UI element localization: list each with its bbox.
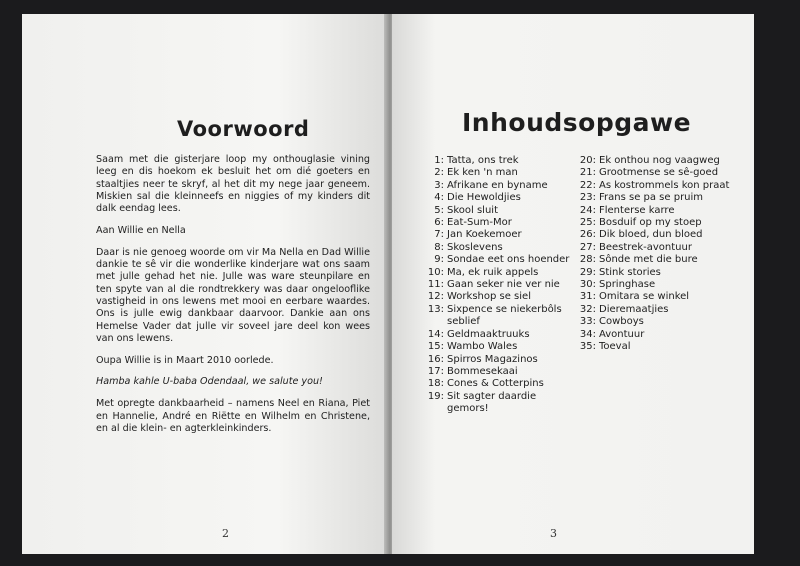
toc-entry — [420, 366, 570, 378]
toc-number: 14: — [427, 328, 444, 340]
toc-title: Toeval — [599, 341, 631, 353]
toc-title: Afrikane en byname — [447, 179, 548, 191]
toc-entry — [420, 341, 570, 353]
toc-entry — [572, 180, 742, 192]
toc-title: Skoslevens — [447, 241, 503, 253]
paragraph: Oupa Willie is in Maart 2010 oorlede. — [96, 354, 274, 366]
toc-number: 2: — [434, 167, 444, 179]
toc-title: Eat-Sum-Mor — [447, 217, 512, 229]
toc-entry — [572, 192, 742, 204]
toc-number: 23: — [579, 192, 596, 204]
toc-title: Jan Koekemoer — [447, 229, 522, 241]
toc-number: 7: — [434, 229, 444, 241]
toc-number: 9: — [434, 254, 444, 266]
toc-title: Sit sagter daardie gemors! — [447, 390, 537, 415]
toc-entry — [420, 217, 570, 229]
foreword-text — [96, 154, 370, 445]
toc-entry — [420, 267, 570, 279]
toc-number: 10: — [427, 266, 444, 278]
toc-entry — [420, 304, 570, 329]
toc-title: Bommesekaai — [447, 365, 518, 377]
toc-title: Sixpence se niekerbôls seblief — [447, 303, 562, 328]
toc-title: Ma, ek ruik appels — [447, 266, 539, 278]
toc-title: Tatta, ons trek — [447, 155, 519, 166]
toc-entry — [572, 242, 742, 254]
page-number: 3 — [550, 527, 557, 540]
toc-number: 31: — [579, 291, 596, 303]
toc-entry — [420, 378, 570, 390]
toc-number: 26: — [579, 229, 596, 241]
toc-entry — [420, 291, 570, 303]
toc-entry — [420, 155, 570, 167]
toc-entry — [420, 205, 570, 217]
toc-number: 32: — [579, 303, 596, 315]
toc-title: Skool sluit — [447, 204, 499, 216]
toc-title: Sônde met die bure — [599, 254, 698, 266]
toc-title: Dieremaatjies — [599, 303, 669, 315]
toc-number: 27: — [579, 241, 596, 253]
toc-number: 5: — [434, 204, 444, 216]
toc-title: Ek onthou nog vaagweg — [599, 155, 720, 166]
toc-entry — [572, 329, 742, 341]
toc-number: 24: — [579, 204, 596, 216]
toc-entry — [572, 254, 742, 266]
toc-entry — [572, 341, 742, 353]
toc-title: Dik bloed, dun bloed — [599, 229, 703, 241]
toc-entry — [420, 167, 570, 179]
toc-title: Grootmense se sê-goed — [599, 167, 719, 179]
toc-title: Ek ken 'n man — [447, 167, 518, 179]
toc-number: 20: — [579, 155, 596, 166]
right-page — [392, 14, 754, 554]
toc-number: 34: — [579, 328, 596, 340]
toc-entry — [572, 229, 742, 241]
toc-title: Springhase — [599, 279, 656, 291]
toc-number: 4: — [434, 192, 444, 204]
paragraph: Aan Willie en Nella — [96, 224, 186, 236]
page-title: Voorwoord — [177, 117, 310, 141]
toc-title: Bosduif op my stoep — [599, 217, 702, 229]
toc-number: 29: — [579, 266, 596, 278]
toc-number: 15: — [427, 341, 444, 353]
left-page — [22, 14, 387, 554]
toc-number: 28: — [579, 254, 596, 266]
toc-entry — [572, 205, 742, 217]
toc-entry — [420, 242, 570, 254]
toc-title: Omitara se winkel — [599, 291, 690, 303]
toc-title: Beestrek-avontuur — [599, 241, 692, 253]
toc-number: 33: — [579, 316, 596, 328]
toc-entry — [420, 229, 570, 241]
paragraph: Hamba kahle U-baba Odendaal, we salute you! — [96, 376, 323, 388]
toc-title: Geldmaaktruuks — [447, 328, 530, 340]
toc-number: 17: — [427, 365, 444, 377]
toc-column-2 — [572, 155, 742, 354]
toc-number: 1: — [434, 155, 444, 166]
toc-number: 19: — [427, 390, 444, 402]
page-title: Inhoudsopgawe — [462, 108, 692, 137]
toc-number: 18: — [427, 378, 444, 390]
toc-entry — [420, 254, 570, 266]
toc-title: Cones & Cotterpins — [447, 378, 544, 390]
toc-entry — [572, 291, 742, 303]
toc-title: Die Hewoldjies — [447, 192, 521, 204]
toc-title: Workshop se siel — [447, 291, 531, 303]
toc-entry — [572, 304, 742, 316]
toc-number: 8: — [434, 241, 444, 253]
toc-entry — [420, 391, 570, 416]
toc-entry — [420, 354, 570, 366]
toc-number: 6: — [434, 217, 444, 229]
toc-entry — [572, 267, 742, 279]
toc-entry — [420, 180, 570, 192]
page-number: 2 — [222, 527, 229, 540]
toc-number: 16: — [427, 353, 444, 365]
toc-entry — [420, 279, 570, 291]
toc-number: 35: — [579, 341, 596, 353]
toc-column-1 — [420, 155, 570, 416]
toc-number: 13: — [427, 303, 444, 315]
paragraph: Saam met die gisterjare loop my onthouglasie vining leeg en dis hoekom ek besluit het om dié goeters en staaltjies neer te skryf, al het dit my nege jaar geneem. Miskien sal die kleinneefs en niggies of my kinders dit dalk eendag lees. — [96, 154, 370, 215]
toc-entry — [572, 167, 742, 179]
toc-entry — [420, 329, 570, 341]
toc-number: 12: — [427, 291, 444, 303]
toc-entry — [420, 192, 570, 204]
toc-number: 21: — [579, 167, 596, 179]
toc-title: Cowboys — [599, 316, 644, 328]
toc-entry — [572, 279, 742, 291]
toc-title: Wambo Wales — [447, 341, 518, 353]
toc-title: Stink stories — [599, 266, 661, 278]
toc-number: 11: — [427, 279, 444, 291]
toc-entry — [572, 217, 742, 229]
toc-entry — [572, 155, 742, 167]
toc-title: Spirros Magazinos — [447, 353, 538, 365]
toc-number: 3: — [434, 179, 444, 191]
toc-entry — [572, 316, 742, 328]
toc-title: Avontuur — [599, 328, 645, 340]
toc-title: Frans se pa se pruim — [599, 192, 704, 204]
toc-number: 22: — [579, 179, 596, 191]
toc-number: 30: — [579, 279, 596, 291]
toc-title: Sondae eet ons hoender — [447, 254, 570, 266]
toc-title: Gaan seker nie ver nie — [447, 279, 560, 291]
paragraph: Met opregte dankbaarheid – namens Neel en Riana, Piet en Hannelie, André en Riëtte en Wilhelm en Christene, en al die klein- en agterkleinkinders. — [96, 398, 370, 434]
toc-title: Flenterse karre — [599, 204, 675, 216]
toc-number: 25: — [579, 217, 596, 229]
paragraph: Daar is nie genoeg woorde om vir Ma Nella en Dad Willie dankie te sê vir die wonderlike kinderjare wat ons saam met julle gehad het nie. Julle was ware steunpilare en ten spyte van al die rondtrekkery was daar ongelooflike vastigheid in ons lewens met mooi en eerbare waardes. Ons is julle ewig dankbaar daarvoor. Dankie aan ons Hemelse Vader dat julle vir soveel jare deel kon wees van ons lewens. — [96, 246, 370, 344]
toc-title: As kostrommels kon praat — [599, 179, 730, 191]
